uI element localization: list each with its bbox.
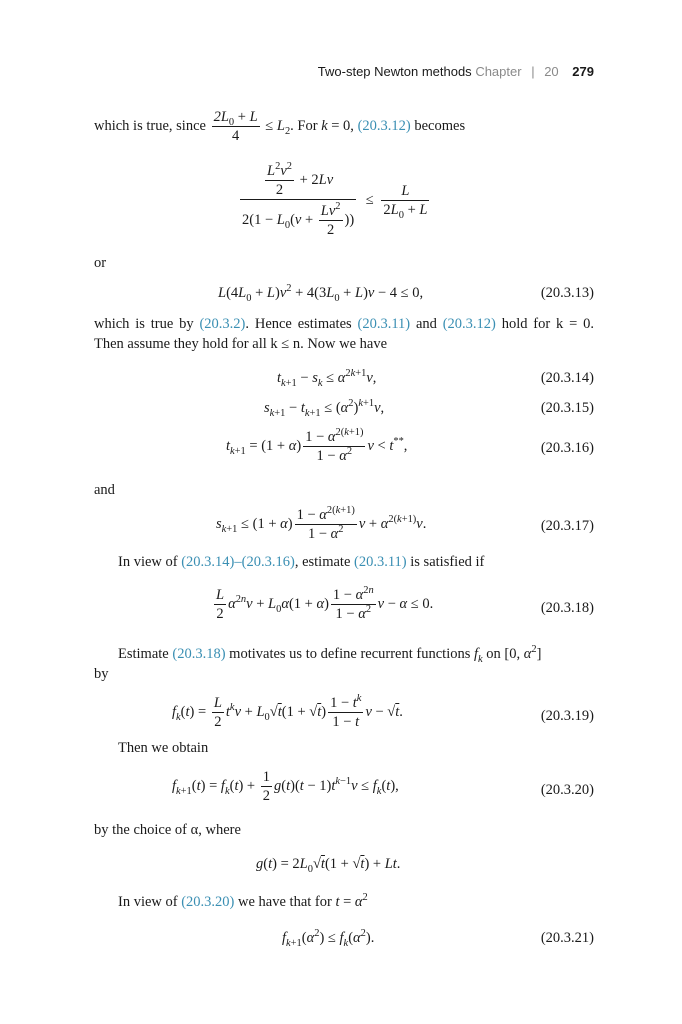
ref-20-3-2[interactable]: (20.3.2)	[199, 316, 246, 332]
equation-number-17: (20.3.17)	[540, 518, 594, 534]
equation-20-3-19: $f_k(t)$ = $\frac{L}{2}$ $t^kv + L_0√t(1 + √t)$ $\frac{1 - t^k}{1 - t}$ v − √t.	[172, 693, 403, 731]
paragraph-6: by the choice of α, where	[94, 822, 241, 838]
text-or: or	[94, 255, 107, 271]
ref-20-3-18[interactable]: (20.3.18)	[172, 646, 226, 662]
header-separator: |	[531, 64, 535, 79]
paragraph-3: In view of (20.3.14)–(20.3.16), estimate (20.3.11) is satisfied if	[118, 554, 485, 570]
equation-number-21: (20.3.21)	[540, 930, 594, 946]
equation-20-3-21: $f_{k+1}(\alpha^2) \le f_k(\alpha^2)$.	[282, 928, 375, 949]
equation-20-3-12-expanded: $\frac{L^2v^2}{2}$ + 2Lv $2(1 - L_0(v$ + $\frac{Lv^2}{2}$ )) ≤ $\frac{L}{2L_0 + L}$	[242, 161, 428, 239]
equation-g-definition: $g(t) = 2L_0√t(1 + √t) + Lt$.	[256, 856, 401, 875]
equation-20-3-13: $L(4L_0 + L)v^2 + 4(3L_0 + L)v - 4 \le 0$,	[218, 283, 424, 304]
equation-20-3-14: $t_{k+1} - s_k \le \alpha^{2k+1}v$,	[277, 368, 377, 389]
equation-number-20: (20.3.20)	[540, 782, 594, 798]
chapter-label: Chapter	[475, 64, 522, 79]
paragraph-4: Estimate (20.3.18) motivates us to define recurrent functions $f_k$ on [0, $\alpha^2$]	[118, 644, 542, 665]
paragraph-line-1: which is true, since $\frac{2L_0 + L}{4}$ ≤ $L_2$. For k = 0, (20.3.12) becomes	[94, 109, 466, 145]
text-by: by	[94, 666, 109, 682]
text-becomes: becomes	[414, 117, 466, 134]
page-number: 279	[572, 64, 594, 79]
equation-number-18: (20.3.18)	[540, 600, 594, 616]
text-and: and	[94, 482, 115, 498]
equation-20-3-17: $s_{k+1} \le (1 + \alpha)$ $\frac{1 - \alpha^{2(k+1)}}{1 - \alpha^2}$ $v + \alpha^{2(k+1)}v$.	[216, 505, 427, 543]
ref-20-3-16[interactable]: (20.3.16)	[241, 554, 295, 570]
ref-20-3-11[interactable]: (20.3.11)	[354, 554, 407, 570]
equation-20-3-15: $s_{k+1} - t_{k+1} \le (\alpha^2)^{k+1}v$,	[264, 398, 385, 419]
equation-number-16: (20.3.16)	[540, 440, 594, 456]
equation-number-19: (20.3.19)	[540, 708, 594, 724]
equation-20-3-20: $f_{k+1}(t) = f_k(t)$ + $\frac{1}{2}$ $g(t)(t - 1)t^{k-1}v \le f_k(t)$,	[172, 769, 399, 805]
paragraph-5: Then we obtain	[118, 740, 209, 756]
paragraph-7: In view of (20.3.20) we have that for $t = \alpha^2$	[118, 892, 368, 910]
equation-number-15: (20.3.15)	[540, 400, 594, 416]
equation-20-3-16: $t_{k+1} = (1 + \alpha)$ $\frac{1 - \alpha^{2(k+1)}}{1 - \alpha^2}$ v < t**,	[226, 427, 408, 465]
paragraph-2: which is true by (20.3.2). Hence estimates (20.3.11) and (20.3.12) hold for k = 0. Then assume they hold for all k ≤ n. Now we have	[94, 316, 594, 352]
equation-number-13: (20.3.13)	[540, 285, 594, 301]
ref-20-3-14[interactable]: (20.3.14)	[181, 554, 235, 570]
equation-number-14: (20.3.14)	[540, 370, 594, 386]
running-title: Two-step Newton methods	[317, 64, 472, 79]
ref-20-3-12[interactable]: (20.3.12)	[442, 316, 496, 332]
chapter-number: 20	[544, 64, 559, 79]
ref-20-3-20[interactable]: (20.3.20)	[181, 894, 235, 910]
text-which-true-since: which is true, since	[94, 117, 206, 134]
equation-20-3-18: $\frac{L}{2}$ $\alpha^{2n}v + L_0\alpha(1 + \alpha)$ $\frac{1 - \alpha^{2n}}{1 - \alpha^2}$ v − α ≤ 0.	[216, 585, 434, 623]
running-header	[318, 64, 594, 79]
ref-20-3-12[interactable]: (20.3.12)	[357, 117, 411, 134]
fraction-2L0-plus-L-over-4: $\frac{2L_0 + L}{4}$	[213, 109, 258, 145]
ref-20-3-11[interactable]: (20.3.11)	[357, 316, 411, 332]
